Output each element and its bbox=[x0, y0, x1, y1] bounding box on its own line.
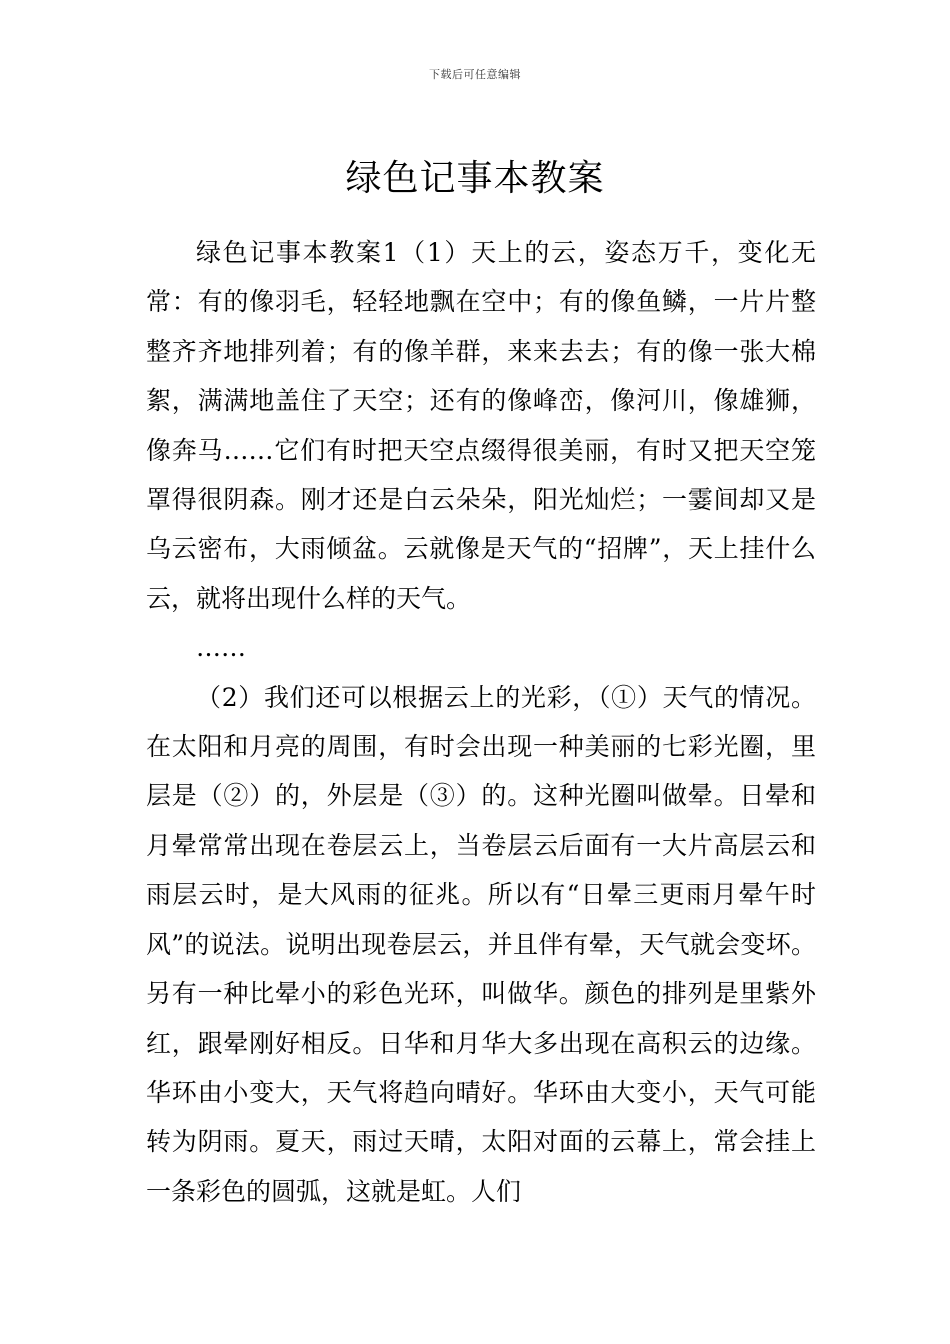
document-title: 绿色记事本教案 bbox=[345, 158, 605, 200]
paragraph-2: （2）我们还可以根据云上的光彩，（①）天气的情况。在太阳和月亮的周围，有时会出现一种美丽的七彩光圈，里层是（②）的，外层是（③）的。这种光圈叫做晕。日晕和月晕常常出现在卷层云上，当卷层云后面有一大片高层云和雨层云时，是大风雨的征兆。所以有“日晕三更雨月晕午时风”的说法。说明出现卷层云，并且伴有晕，天气就会变坏。另有一种比晕小的彩色光环，叫做华。颜色的排列是里紫外红，跟晕刚好相反。日华和月华大多出现在高积云的边缘。华环由小变大，天气将趋向晴好。华环由大变小，天气可能转为阴雨。夏天，雨过天晴，太阳对面的云幕上，常会挂上一条彩色的圆弧，这就是虹。人们 bbox=[146, 682, 816, 1206]
paragraph-1: 绿色记事本教案1（1）天上的云，姿态万千，变化无常：有的像羽毛，轻轻地飘在空中；有的像鱼鳞，一片片整整齐齐地排列着；有的像羊群，来来去去；有的像一张大棉絮，满满地盖住了天空；还有的像峰峦，像河川，像雄狮，像奔马……它们有时把天空点缀得很美丽，有时又把天空笼罩得很阴森。刚才还是白云朵朵，阳光灿烂；一霎间却又是乌云密布，大雨倾盆。云就像是天气的“招牌”，天上挂什么云，就将出现什么样的天气。 bbox=[146, 238, 816, 613]
header-note: 下载后可任意编辑 bbox=[429, 68, 521, 81]
document-body bbox=[146, 228, 816, 1216]
paragraph-ellipsis: …… bbox=[196, 633, 246, 663]
